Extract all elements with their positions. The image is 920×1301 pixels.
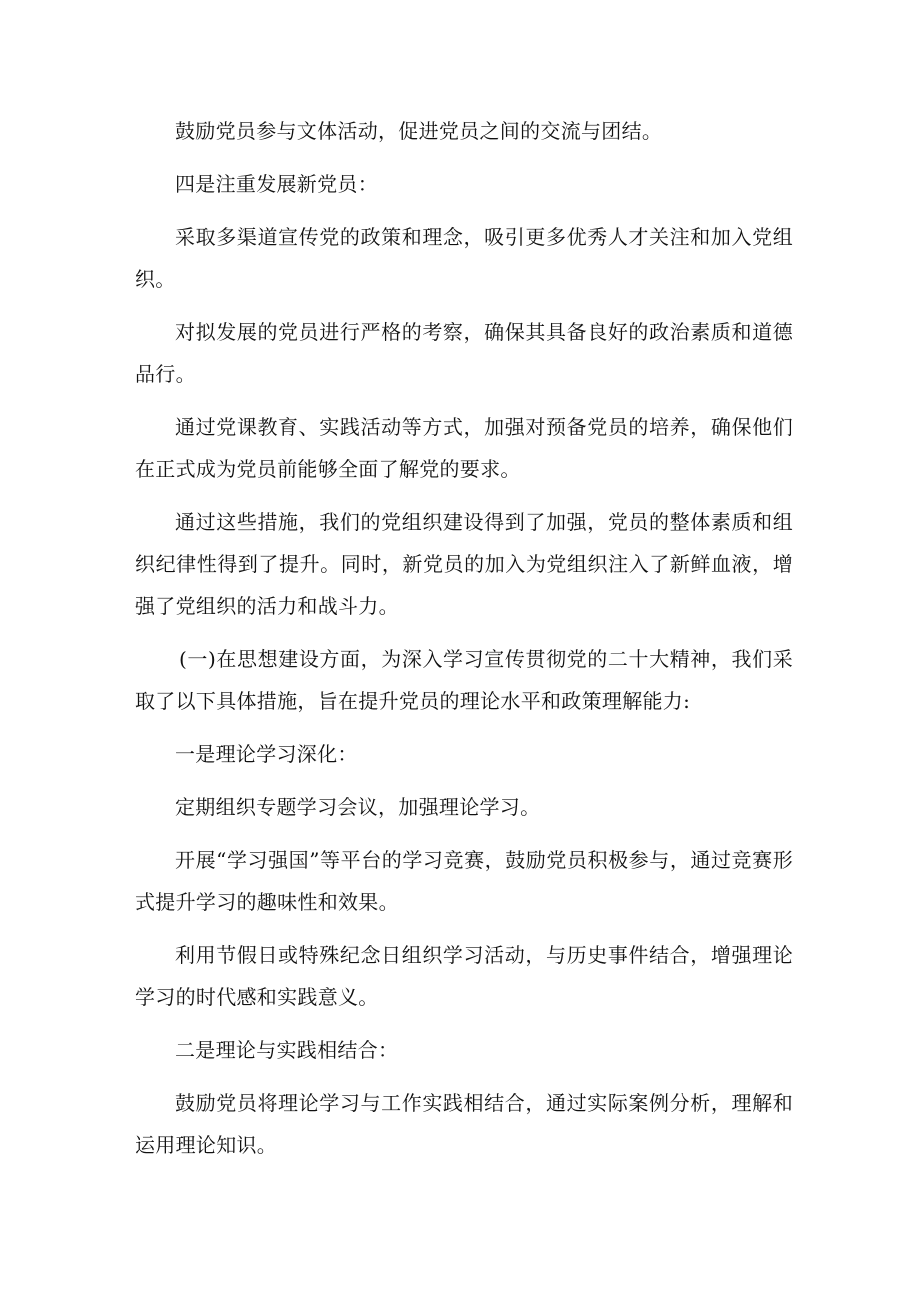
paragraph-case-analysis: 鼓励党员将理论学习与工作实践相结合，通过实际案例分析，理解和运用理论知识。 bbox=[135, 1091, 793, 1157]
heading-theory-study: 一是理论学习深化： bbox=[175, 742, 358, 766]
paragraph-ideological-building: (一)在思想建设方面，为深入学习宣传贯彻党的二十大精神，我们采取了以下具体措施，旨在提升党员的理论水平和政策理解能力: bbox=[135, 647, 793, 713]
paragraph-study-competition: 开展“学习强国”等平台的学习竞赛，鼓励党员积极参与，通过竞赛形式提升学习的趣味性和效果。 bbox=[135, 848, 793, 914]
document-body bbox=[135, 110, 793, 1177]
paragraph-regular-meetings: 定期组织专题学习会议，加强理论学习。 bbox=[175, 795, 541, 819]
paragraph-multichannel-promotion: 采取多渠道宣传党的政策和理念，吸引更多优秀人才关注和加入党组织。 bbox=[135, 225, 793, 291]
heading-theory-practice: 二是理论与实践相结合： bbox=[175, 1038, 399, 1062]
heading-develop-new-members: 四是注重发展新党员： bbox=[175, 172, 378, 196]
paragraph-measures-summary: 通过这些措施，我们的党组织建设得到了加强，党员的整体素质和组织纪律性得到了提升。同时，新党员的加入为党组织注入了新鲜血液，增强了党组织的活力和战斗力。 bbox=[135, 510, 793, 618]
paragraph-strict-inspection: 对拟发展的党员进行严格的考察，确保其具备良好的政治素质和道德品行。 bbox=[135, 320, 793, 386]
paragraph-probationary-training: 通过党课教育、实践活动等方式，加强对预备党员的培养，确保他们在正式成为党员前能够全面了解党的要求。 bbox=[135, 415, 793, 481]
paragraph-cultural-activities: 鼓励党员参与文体活动，促进党员之间的交流与团结。 bbox=[175, 119, 663, 143]
paragraph-holiday-activities: 利用节假日或特殊纪念日组织学习活动，与历史事件结合，增强理论学习的时代感和实践意义。 bbox=[135, 943, 793, 1009]
